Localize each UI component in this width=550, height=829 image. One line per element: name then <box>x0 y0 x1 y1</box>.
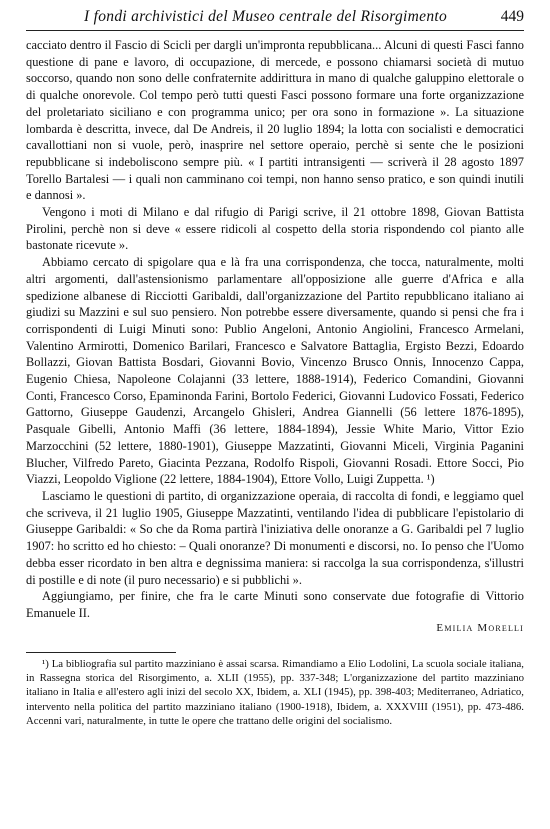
running-title: I fondi archivistici del Museo centrale del Risorgimento <box>84 8 448 25</box>
book-page <box>26 8 524 729</box>
paragraph-5: Aggiungiamo, per finire, che fra le carte Minuti sono conservate due fotografie di Vittorio Emanuele II. <box>26 589 524 620</box>
paragraph-1: cacciato dentro il Fascio di Scicli per dargli un'impronta repubblicana... Alcuni di questi Fasci fanno questione di pane e lavoro, di occupazione, di mercede, e possono chiamarsi società di mutuo soccorso, quando non sono delle confraternite addirittura in mano di qualche galuppino elettorale o di qualche onorevole. Col tempo però tutti questi Fasci possono formare una forte organizzazione del proletariato siciliano e con programma unico; per ora sono in formazione ». La situazione lombarda è descritta, invece, dal De Andreis, il 20 luglio 1894; la lotta con socialisti e democratici cavallottiani non si vuole, però, inasprire nel settore operaio, perchè si sente che le posizioni repubblicane si indeboliscono sempre più. « I partiti intransigenti — scriverà il 28 agosto 1897 Torello Bartalesi — i quali non camminano coi tempi, non hanno senso pratico, e son quindi inutili e dannosi ». <box>26 38 524 203</box>
footnote: ¹) La bibliografia sul partito mazziniano è assai scarsa. Rimandiamo a Elio Lodolini, La scuola sociale italiana, in Rassegna storica del Risorgimento, a. XLII (1955), pp. 337-348; L'organizzazione del partito mazziniano italiano in Italia e all'estero agli inizi del secolo XX, Ibidem, a. XLI (1945), pp. 398-403; Mediterraneo, Adriatico, intervento nella politica del partito mazziniano italiano (1900-1918), Ibidem, a. XXXVIII (1951), pp. 473-486. Accenni vari, naturalmente, in tutte le opere che trattano delle origini del socialismo. <box>26 657 524 728</box>
author-signature: Emilia Morelli <box>436 621 524 634</box>
paragraph-4: Lasciamo le questioni di partito, di organizzazione operaia, di raccolta di fondi, e leggiamo quel che scriveva, il 21 luglio 1905, Giuseppe Mazzatinti, ventilando l'idea di pubblicare l'epistolario di Giuseppe Garibaldi: « So che da Roma partirà l'iniziativa delle onoranze a G. Garibaldi pel 7 luglio 1907: ho scritto ed ho chiesto: – Quali onoranze? Di monumenti e discorsi, no. Io penso che l'Uomo debba esser ricordato in ben altra e degnissima maniera: si raccolga la sua corrispondenza, s'illustri di postille e di note (il puro necessario) e si pubblichi ». <box>26 488 524 587</box>
page-header <box>26 8 524 31</box>
paragraph-2: Vengono i moti di Milano e dal rifugio di Parigi scrive, il 21 ottobre 1898, Giovan Battista Pirolini, perchè non si deve « essere ridicoli al cospetto della storia rispondendo col pianto alle bastonate ricevute ». <box>26 205 524 253</box>
page-number: 449 <box>500 8 524 25</box>
footnote-divider <box>26 652 176 653</box>
body-text <box>26 37 524 622</box>
paragraph-3: Abbiamo cercato di spigolare qua e là fra una corrispondenza, che tocca, naturalmente, molti altri argomenti, dall'astensionismo parlamentare all'opposizione alle guerre d'Africa e alla spedizione albanese di Ricciotti Garibaldi, dall'organizzazione del Partito repubblicano italiano ai giudizi su Mazzini e sul suo pensiero. Non potrebbe essere diversamente, quando si pensi che fra i corrispondenti di Luigi Minuti sono: Publio Angeloni, Antonio Angiolini, Francesco Armelani, Valentino Armirotti, Domenico Barilari, Francesco e Salvatore Battaglia, Ergisto Bezzi, Edoardo Bollazzi, Giovan Battista Bosdari, Giovanni Bovio, Vincenzo Brusco Onnis, Innocenzo Cappa, Eugenio Chiesa, Napoleone Colajanni (33 lettere, 1888-1914), Federico Comandini, Giovanni Conti, Francesco Corso, Epaminonda Farini, Bortolo Federici, Giovanni Ludovico Fossati, Federico Gattorno, Giuseppe Gaudenzi, Arcangelo Ghisleri, Andrea Giannelli (56 lettere 1876-1895), Pasquale Gibelli, Antonio Maffi (36 lettere, 1884-1894), Jessie White Mario, Vittor Ezio Marzocchini (52 lettere, 1880-1901), Giuseppe Mazzatinti, Giovanni Miceli, Virginia Paganini Blucher, Vilfredo Pareto, Giacinta Pezzana, Rodolfo Rispoli, Giovanni Rosadi. Ettore Socci, Pio Viazzi, Leopoldo Viglione (22 lettere, 1884-1904), Ettore Vollo, Luigi Zuppetta. ¹) <box>26 255 524 487</box>
